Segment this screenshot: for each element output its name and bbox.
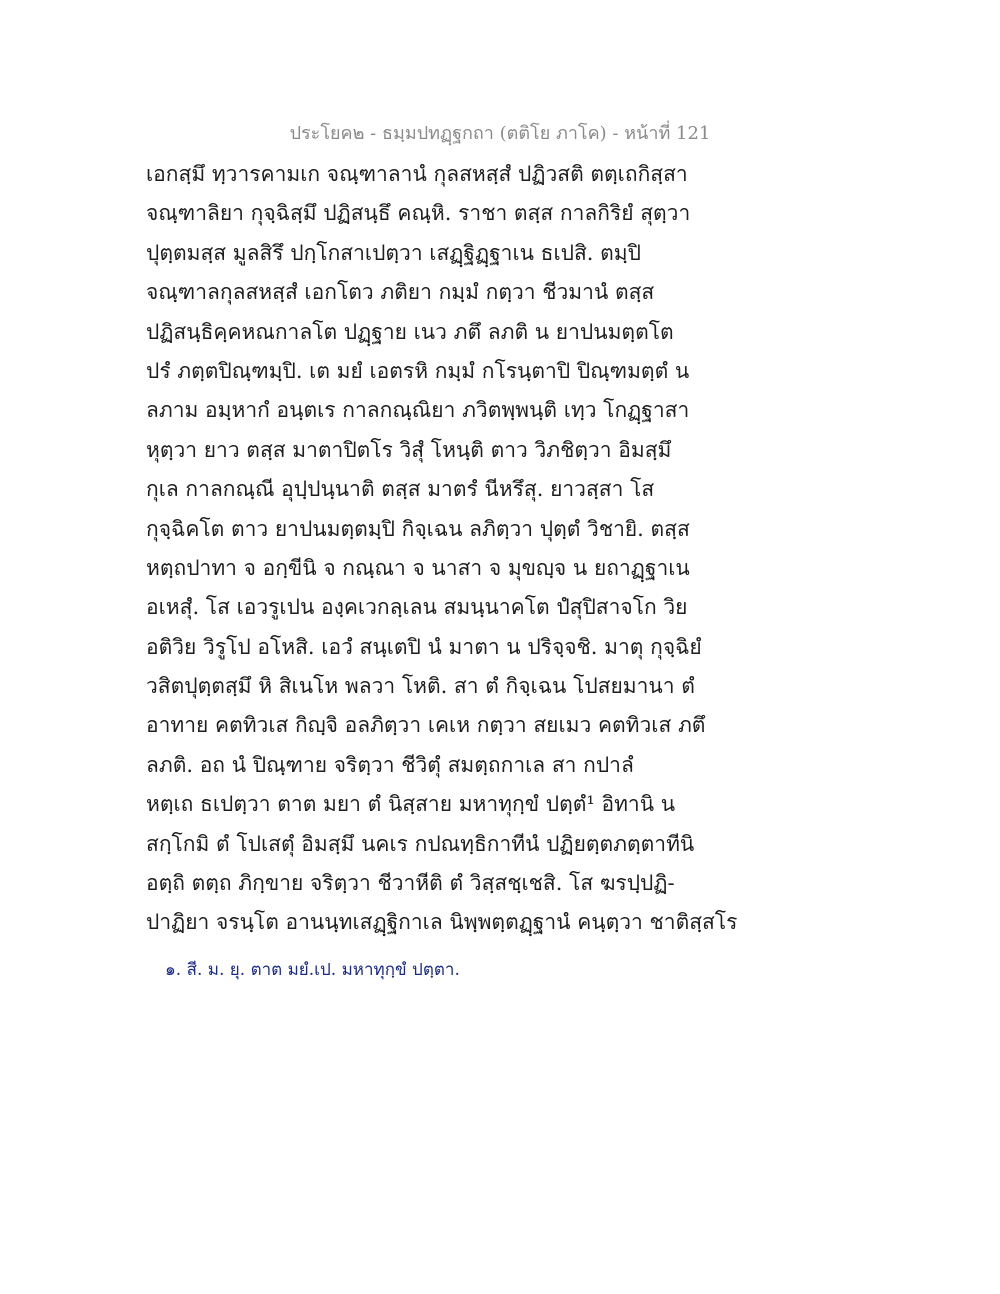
text-line: วสิตปุตฺตสฺมึ หิ สิเนโห พลวา โหติ. สา ตํ กิจฺเฉน โปสยมานา ตํ (146, 674, 695, 699)
text-line: เอกสฺมึ ทฺวารคามเก จณฺฑาลานํ กุลสหสฺสํ ปฏิวสติ ตตฺเถกิสฺสา (146, 162, 688, 186)
text-line: หตฺเถ ธเปตฺวา ตาต มยา ตํ นิสฺสาย มหาทุกฺขํ ปตฺตํ¹ อิทานิ น (146, 792, 676, 817)
text-line: ปาฏิยา จรนฺโต อานนฺทเสฏฺฐิกาเล นิพฺพตฺตฏฺฐานํ คนฺตฺวา ชาติสฺสโร (146, 910, 738, 935)
text-line: กุจฺฉิคโต ตาว ยาปนมตฺตมฺปิ กิจฺเฉน ลภิตฺวา ปุตฺตํ วิชายิ. ตสฺส (146, 516, 690, 541)
text-line: ปฏิสนฺธิคฺคหณกาลโต ปฏฺฐาย เนว ภตึ ลภติ น ยาปนมตฺตโต (146, 319, 674, 344)
text-line: จณฺฑาลิยา กุจฺฉิสฺมึ ปฏิสนฺธึ คณฺหิ. ราชา ตสฺส กาลกิริยํ สุตฺวา (146, 201, 691, 226)
text-line: ลภาม อมฺหากํ อนฺตเร กาลกณฺณิยา ภวิตพฺพนฺติ เทฺว โกฏฺฐาสา (146, 398, 690, 423)
text-line: สกฺโกมิ ตํ โปเสตุํ อิมสฺมึ นคเร กปณทฺธิกาทีนํ ปฏิยตฺตภตฺตาทีนิ (146, 831, 695, 856)
text-line: กุเล กาลกณฺณี อุปฺปนฺนาติ ตสฺส มาตรํ นีหรึสุ. ยาวสฺสา โส (146, 477, 655, 502)
text-line: อติวิย วิรูโป อโหสิ. เอวํ สนฺเตปิ นํ มาตา น ปริจฺจชิ. มาตุ กุจฺฉิยํ (146, 634, 702, 659)
text-line: อตฺถิ ตตฺถ ภิกฺขาย จริตฺวา ชีวาหีติ ตํ วิสฺสชฺเชสิ. โส ฆรปฺปฏิ- (146, 871, 675, 896)
text-line: ปรํ ภตฺตปิณฺฑมฺปิ. เต มยํ เอตรหิ กมฺมํ กโรนฺตาปิ ปิณฺฑมตฺตํ น (146, 358, 690, 383)
page-header: ประโยค๒ - ธมฺมปทฏฺฐกถา (ตติโย ภาโค) - หน้าที่ 121 (289, 123, 711, 144)
text-line: อเหสุํ. โส เอวรูเปน องฺคเวกลฺเลน สมนฺนาคโต ปํสุปิสาจโก วิย (146, 595, 688, 620)
text-line: ลภติ. อถ นํ ปิณฺฑาย จริตฺวา ชีวิตุํ สมตฺถกาเล สา กปาลํ (146, 752, 634, 777)
body-text (146, 155, 746, 943)
text-line: อาทาย คตทิวเส กิญฺจิ อลภิตฺวา เคเห กตฺวา สยเมว คตทิวเส ภตึ (146, 713, 706, 738)
text-line: หุตฺวา ยาว ตสฺส มาตาปิตโร วิสุํ โหนฺติ ตาว วิภชิตฺวา อิมสฺมึ (146, 437, 672, 462)
text-line: จณฺฑาลกุลสหสฺสํ เอกโตว ภติยา กมฺมํ กตฺวา ชีวมานํ ตสฺส (146, 280, 655, 305)
text-line: หตฺถปาทา จ อกฺขีนิ จ กณฺณา จ นาสา จ มุขญฺจ น ยถาฏฺฐาเน (146, 555, 690, 580)
text-line: ปุตฺตมสฺส มูลสิรึ ปกฺโกสาเปตฺวา เสฏฺฐิฏฺฐาเน ธเปสิ. ตมฺปิ (146, 240, 641, 265)
footnote: ๑. สี. ม. ยุ. ตาต มยํ.เป. มหาทุกฺขํ ปตฺตา. (165, 960, 460, 980)
